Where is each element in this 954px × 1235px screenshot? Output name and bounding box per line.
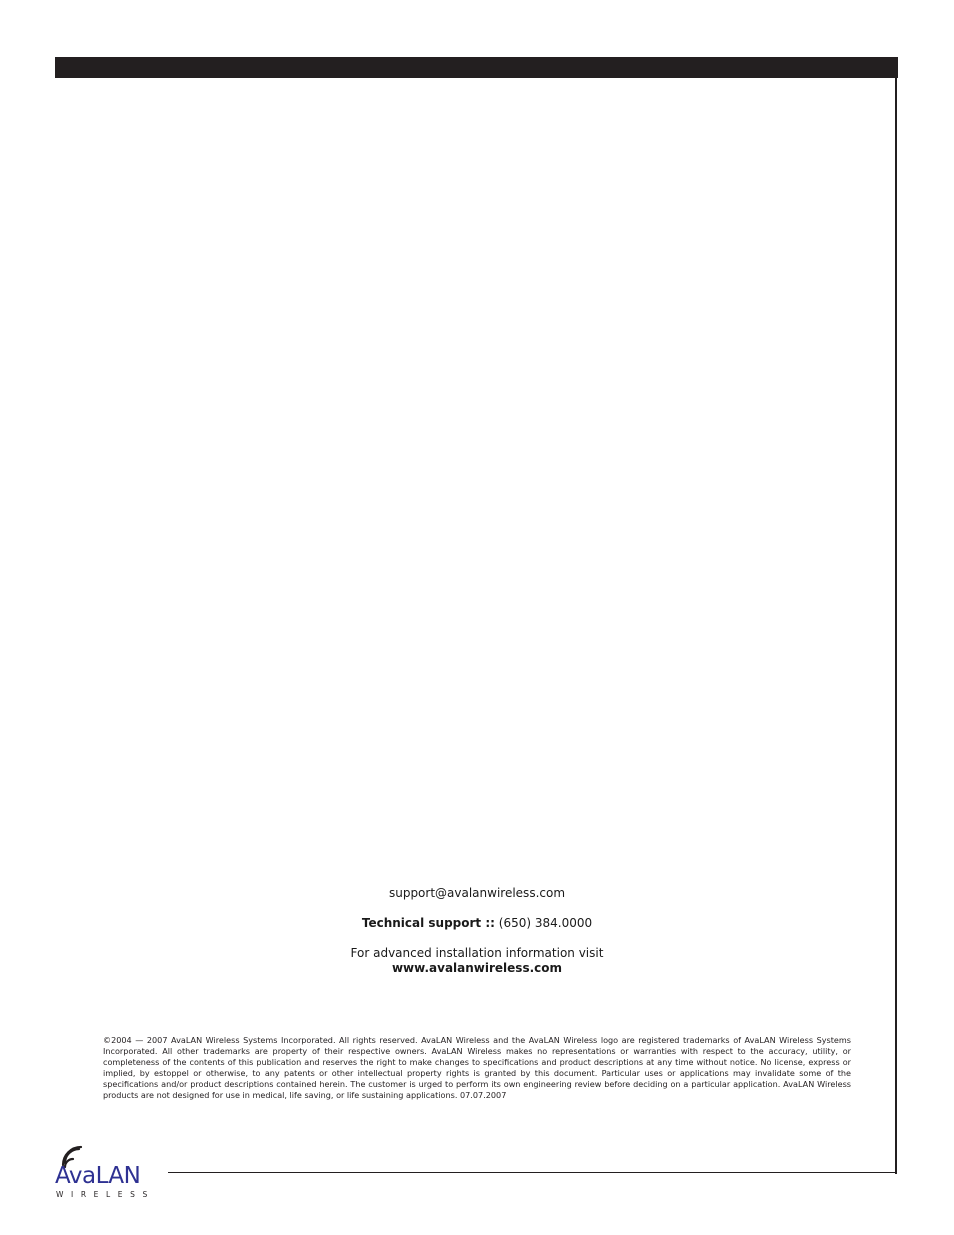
support-email[interactable]: support@avalanwireless.com [388, 886, 566, 900]
logo-word-lan: LAN [95, 1163, 141, 1189]
avalan-logo [55, 1143, 159, 1203]
logo-word-ava: Ava [55, 1163, 96, 1189]
footer-rule [168, 1172, 897, 1173]
installation-info-text: For advanced installation information visit [350, 946, 604, 960]
logo-subtitle: WIRELESS [56, 1190, 155, 1199]
technical-support-phone[interactable]: (650) 384.0000 [498, 916, 593, 930]
installation-info [200, 946, 754, 976]
legal-notice: ©2004 — 2007 AvaLAN Wireless Systems Incorporated. All rights reserved. AvaLAN Wireless and the AvaLAN Wireless logo are registered trademarks of AvaLAN Wireless Systems Incorporated. All other trademarks are property of their respective owners. AvaLAN Wireless makes no representations or warranties with respect to the accuracy, utility, or completeness of the contents of this publication and reserves the right to make changes to specifications and product descriptions at any time without notice. No license, express or implied, by estoppel or otherwise, to any patents or other intellectual property rights is granted by this document. Particular uses or applications may invalidate some of the specifications and/or product descriptions contained herein. The customer is urged to perform its own engineering review before deciding on a particular application. AvaLAN Wireless products are not designed for use in medical, life saving, or life sustaining applications. 07.07.2007 [103, 1035, 851, 1100]
technical-support-label: Technical support :: [361, 916, 495, 930]
website-link[interactable]: www.avalanwireless.com [391, 961, 563, 975]
logo-wordmark [55, 1162, 140, 1190]
header-bar [55, 57, 898, 78]
right-border-rule [895, 57, 897, 1174]
technical-support-line [200, 916, 754, 931]
